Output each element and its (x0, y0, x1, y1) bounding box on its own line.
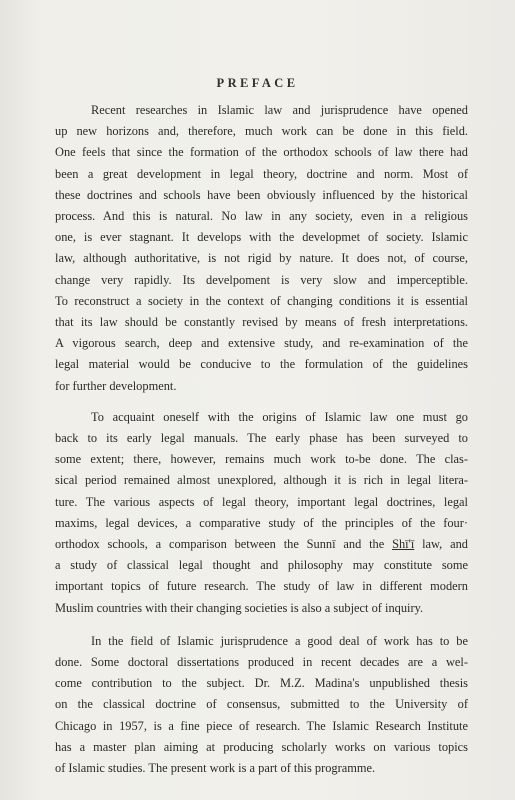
text-line: some extent; there, however, remains much work to-be done. The clas- (55, 452, 468, 467)
text-line: In the field of Islamic jurisprudence a good deal of work has to be (91, 633, 468, 648)
text-line: Muslim countries with their changing societies is also a subject of inquiry. (55, 600, 424, 615)
text-line-with-underline (55, 534, 468, 555)
text-line: for further development. (55, 378, 177, 393)
text-line: of Islamic studies. The present work is a part of this programme. (55, 761, 376, 776)
text-line: up new horizons and, therefore, much work can be done in this field. (55, 124, 468, 139)
text-line: these doctrines and schools have been obviously influenced by the historical (55, 187, 468, 202)
text-line: that its law should be constantly revised by means of fresh interpretations. (55, 315, 468, 330)
text-line: one, is ever stagnant. It develops with the developmet of society. Islamic (55, 230, 468, 245)
paragraph-2 (55, 407, 468, 619)
preface-body (55, 100, 468, 779)
line-tail: law, and (414, 537, 468, 552)
text-line: has a master plan aiming at producing scholarly works on various topics (55, 739, 468, 754)
text-line: To reconstruct a society in the context of changing conditions it is essential (55, 293, 468, 308)
text-line: come contribution to the subject. Dr. M.Z. Madina's unpublished thesis (55, 676, 468, 691)
page-title: PREFACE (216, 76, 299, 90)
text-line: back to its early legal manuals. The early phase has been surveyed to (55, 431, 468, 446)
text-line: a study of classical legal thought and philosophy may constitute some (55, 558, 468, 573)
text-line: sical period remained almost unexplored, although it is rich in legal litera- (55, 473, 468, 488)
paragraph-1 (55, 100, 468, 397)
text-line: Recent researches in Islamic law and jurisprudence have opened (91, 103, 468, 117)
text-line: maxims, legal devices, a comparative study of the principles of the four· (55, 515, 468, 530)
text-line: important topics of future research. The study of law in different modern (55, 579, 468, 594)
text-line: legal material would be conducive to the formulation of the guidelines (55, 357, 468, 372)
text-line: A vigorous search, deep and extensive study, and re-examination of the (55, 336, 468, 351)
paragraph-3 (55, 631, 468, 779)
text-line: ture. The various aspects of legal theory, important legal doctrines, legal (55, 494, 468, 509)
text-line: law, although authoritative, is not rigid by nature. It does not, of course, (55, 251, 468, 266)
text-line: process. And this is natural. No law in any society, even in a religious (55, 209, 468, 224)
text-line: One feels that since the formation of the orthodox schools of law there had (55, 145, 468, 160)
text-line: Chicago in 1957, is a fine piece of research. The Islamic Research Institute (55, 718, 468, 733)
text-line: done. Some doctoral dissertations produced in recent decades are a wel- (55, 655, 468, 670)
text-line: been a great development in legal theory, doctrine and norm. Most of (55, 166, 468, 181)
line-head: orthodox schools, a comparison between the Sunnī and the (55, 537, 393, 552)
text-line: To acquaint oneself with the origins of Islamic law one must go (91, 409, 468, 424)
text-line: change very rapidly. Its develpoment is very slow and imperceptible. (55, 272, 468, 287)
underlined-term: Shī'ī (392, 537, 415, 552)
text-line: on the classical doctrine of consensus, submitted to the University of (55, 697, 468, 712)
